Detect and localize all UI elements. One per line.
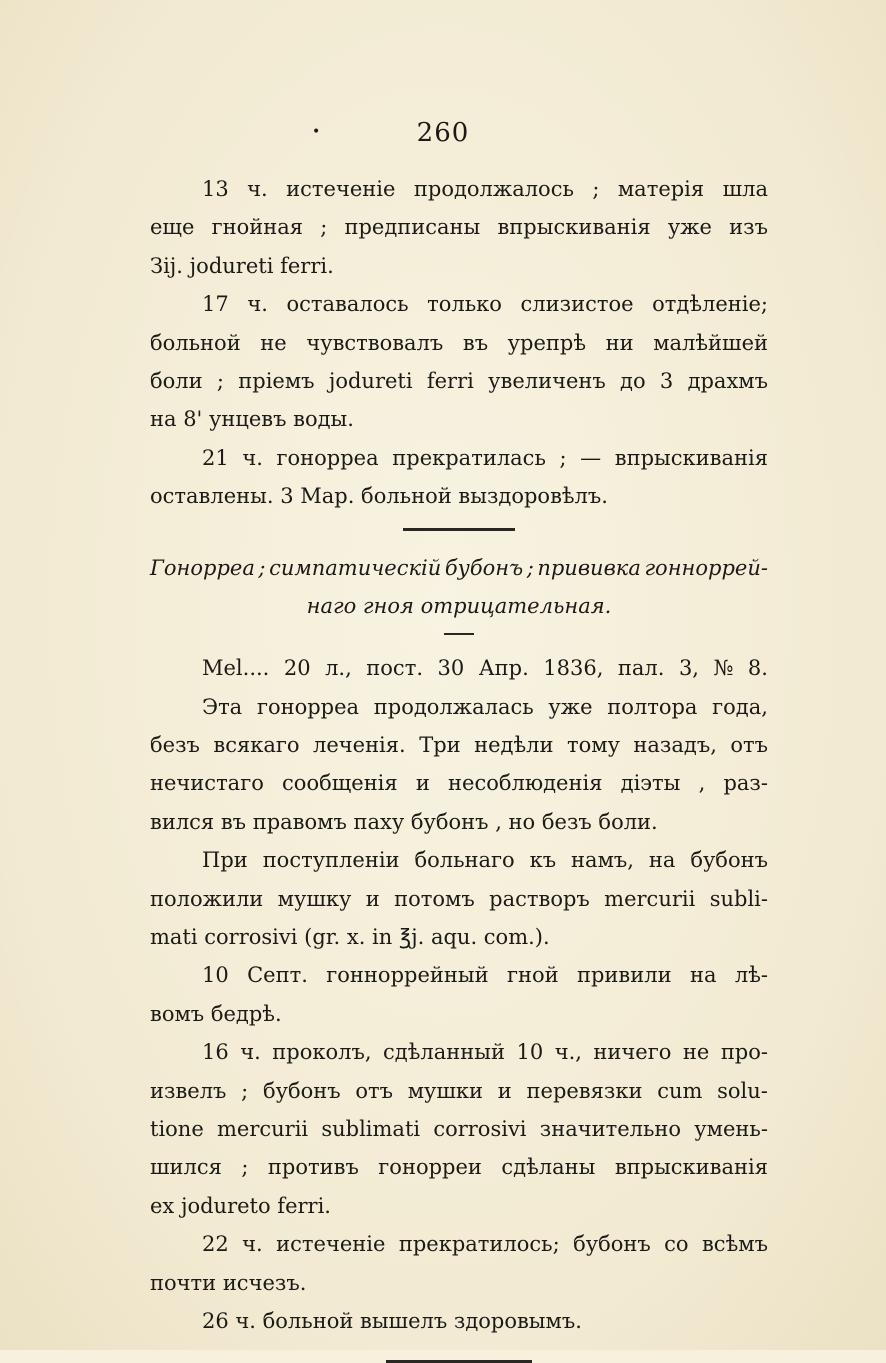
text-line: безъ всякаго леченія. Три недѣли тому назадъ, отъ	[150, 733, 768, 758]
text-line: tione mercurii sublimati corrosivi значительно умень-	[150, 1116, 768, 1141]
text-line: ex jodureto ferri.	[150, 1193, 331, 1218]
paragraph	[150, 841, 768, 956]
text-line: Зij. jodureti ferri.	[150, 253, 334, 278]
text-line: почти исчезъ.	[150, 1270, 307, 1295]
text-line: положили мушку и потомъ растворъ mercurii subli-	[150, 886, 768, 911]
section-divider	[403, 528, 515, 531]
paragraph	[150, 285, 768, 439]
paragraph	[150, 439, 768, 516]
section-title-line: наго гноя отрицательная.	[306, 593, 612, 618]
case-header	[150, 649, 768, 687]
title-underline	[444, 633, 474, 635]
text-line: mati corrosivi (gr. x. in ℥j. aqu. com.).	[150, 925, 550, 950]
section-title	[150, 549, 768, 626]
text-line: 26 ч. больной вышелъ здоровымъ.	[202, 1308, 582, 1333]
page-mark: •	[312, 124, 321, 140]
text-line: еще гнойная ; предписаны впрыскиванія уже изъ	[150, 215, 768, 240]
text-line: 17 ч. оставалось только слизистое отдѣленіе;	[202, 292, 768, 317]
paragraph	[150, 688, 768, 842]
text-line: вомъ бедрѣ.	[150, 1001, 282, 1026]
text-line: боли ; пріемъ jodureti ferri увеличенъ до 3 драхмъ	[150, 368, 768, 393]
paragraph	[150, 1033, 768, 1225]
text-line: 13 ч. истеченіе продолжалось ; матерія шла	[202, 177, 768, 201]
page-number: 260	[416, 118, 470, 148]
section-title-line: Гонорреа ; симпатическій бубонъ ; прививка гонноррей-	[150, 555, 768, 580]
text-line: больной не чувствовалъ въ урепрѣ ни малѣйшей	[150, 330, 768, 355]
text-line: шился ; противъ гонорреи сдѣланы впрыскиванія	[150, 1155, 768, 1180]
paragraph	[150, 956, 768, 1033]
text-line: извелъ ; бубонъ отъ мушки и перевязки cum solu-	[150, 1078, 768, 1103]
text-line: Эта гонорреа продолжалась уже полтора года,	[202, 694, 768, 719]
text-line: 16 ч. проколъ, сдѣланный 10 ч., ничего не про-	[202, 1040, 768, 1065]
paragraph	[150, 1225, 768, 1302]
paragraph	[150, 1302, 768, 1340]
text-line: вился въ правомъ паху бубонъ , но безъ боли.	[150, 809, 658, 834]
text-line: нечистаго сообщенія и несоблюденія діэты , раз-	[150, 771, 768, 796]
paragraph	[150, 170, 768, 285]
text-line: Mel.... 20 л., пост. 30 Апр. 1836, пал. 3, № 8.	[202, 656, 768, 681]
page-body	[150, 170, 768, 1363]
text-line: 22 ч. истеченіе прекратилось; бубонъ со всѣмъ	[202, 1232, 768, 1257]
text-line: 10 Септ. гонноррейный гной привили на лѣ-	[202, 963, 768, 988]
text-line: 21 ч. гонорреа прекратилась ; — впрыскиванія	[202, 445, 768, 470]
text-line: оставлены. 3 Мар. больной выздоровѣлъ.	[150, 484, 608, 509]
text-line: на 8' унцевъ воды.	[150, 407, 354, 432]
text-line: При поступленіи больнаго къ намъ, на бубонъ	[202, 848, 768, 873]
